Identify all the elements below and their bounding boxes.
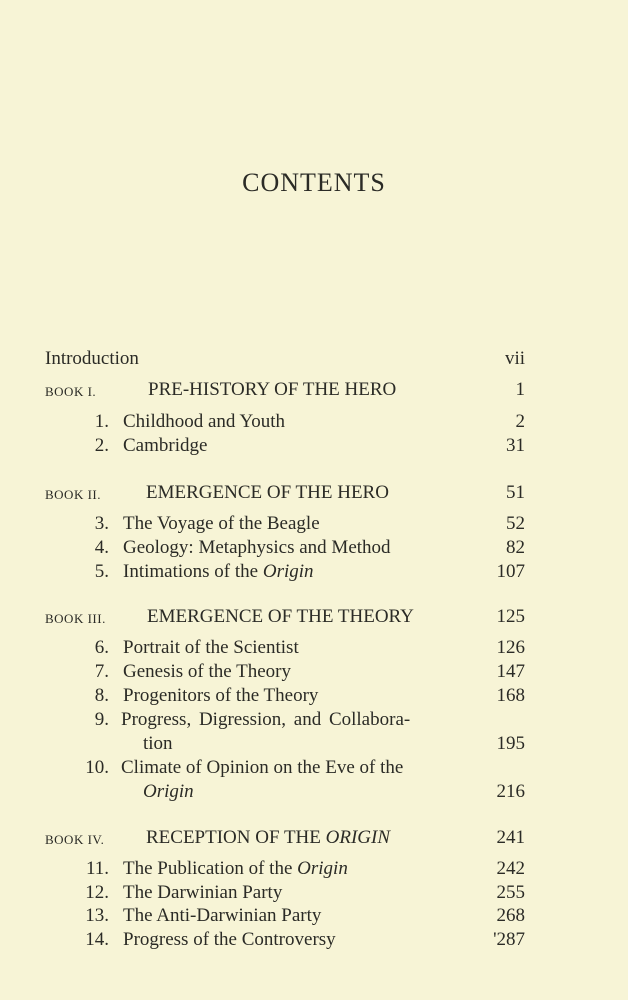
book-label: BOOK I. [45, 384, 97, 399]
chapter-number: 8. [94, 685, 109, 706]
toc-chapter [0, 904, 628, 928]
chapter-title-italic: Origin [297, 858, 348, 879]
toc-chapter [0, 512, 628, 536]
chapter-number: 5. [94, 561, 109, 582]
toc-chapter [0, 560, 628, 584]
toc-page-number: 107 [496, 561, 525, 582]
toc-page-number: 126 [496, 637, 525, 658]
chapter-title: Geology: Metaphysics and Method [123, 537, 391, 558]
toc-chapter [0, 636, 628, 660]
chapter-title-continuation: Origin [143, 781, 194, 802]
toc-page-number: vii [504, 348, 525, 369]
toc-page-number: 147 [496, 661, 525, 682]
chapter-number: 2. [94, 435, 109, 456]
chapter-title: Portrait of the Scientist [123, 637, 299, 658]
chapter-number: 6. [94, 637, 109, 658]
toc-book-heading [0, 826, 628, 850]
toc-chapter-continuation [0, 732, 628, 756]
book-label: BOOK II. [45, 487, 101, 502]
chapter-title-text: The Publication of the [123, 858, 298, 879]
chapter-title: The Anti-Darwinian Party [123, 905, 322, 926]
toc-page-number: 242 [496, 858, 525, 879]
chapter-number: 9. [94, 709, 109, 730]
book-title-italic: ORIGIN [325, 827, 391, 848]
toc-book-heading [0, 481, 628, 505]
toc-page-number: 2 [515, 411, 525, 432]
chapter-title-text: Intimations of the [123, 561, 263, 582]
toc-chapter [0, 684, 628, 708]
toc-chapter [0, 857, 628, 881]
chapter-title [123, 857, 348, 881]
toc-chapter [0, 536, 628, 560]
chapter-title-italic: Origin [262, 561, 314, 582]
toc-page-number: 125 [496, 606, 525, 627]
toc-page-number: '287 [493, 929, 525, 950]
toc-page-number: 52 [506, 513, 525, 534]
book-label: BOOK IV. [45, 832, 105, 847]
book-title [146, 826, 390, 850]
toc-page-number: 241 [496, 827, 525, 848]
chapter-title: The Voyage of the Beagle [123, 513, 320, 534]
book-title: PRE-HISTORY OF THE HERO [148, 379, 397, 400]
toc-chapter [0, 756, 628, 780]
toc-page-number: 51 [506, 482, 525, 503]
chapter-number: 11. [85, 858, 109, 879]
toc-chapter [0, 660, 628, 684]
chapter-title: Progenitors of the Theory [123, 685, 319, 706]
chapter-title [123, 560, 314, 584]
toc-page-number: 31 [506, 435, 525, 456]
toc-introduction [0, 347, 628, 371]
toc-entry-title: Introduction [45, 348, 139, 369]
chapter-title-continuation: tion [143, 733, 173, 754]
toc-page-number: 268 [496, 905, 525, 926]
chapter-title: Climate of Opinion on the Eve of the [121, 757, 404, 778]
toc-page-number: 1 [515, 379, 525, 400]
book-title-text: RECEPTION OF THE [146, 827, 326, 848]
chapter-title: Childhood and Youth [123, 411, 286, 432]
toc-chapter [0, 708, 628, 732]
toc-chapter [0, 881, 628, 905]
chapter-number: 13. [85, 905, 109, 926]
chapter-title: Cambridge [123, 435, 208, 456]
page-title: CONTENTS [242, 168, 386, 197]
chapter-title: Genesis of the Theory [123, 661, 291, 682]
toc-page-number: 168 [496, 685, 525, 706]
chapter-title: The Darwinian Party [123, 882, 283, 903]
toc-page-number: 216 [496, 781, 525, 802]
toc-book-heading [0, 378, 628, 402]
chapter-title: Progress of the Controversy [123, 929, 336, 950]
chapter-number: 12. [85, 882, 109, 903]
chapter-number: 3. [94, 513, 109, 534]
toc-chapter [0, 928, 628, 952]
chapter-title: Progress, Digression, and Collabora- [121, 709, 411, 730]
toc-chapter-continuation [0, 780, 628, 804]
chapter-number: 1. [94, 411, 109, 432]
chapter-number: 14. [85, 929, 109, 950]
chapter-number: 7. [94, 661, 109, 682]
book-label: BOOK III. [45, 611, 106, 626]
chapter-number: 10. [85, 757, 109, 778]
toc-chapter [0, 434, 628, 458]
toc-book-heading [0, 605, 628, 629]
book-title: EMERGENCE OF THE THEORY [147, 606, 414, 627]
toc-chapter [0, 410, 628, 434]
toc-page-number: 195 [496, 733, 525, 754]
toc-page-number: 82 [506, 537, 525, 558]
chapter-number: 4. [94, 537, 109, 558]
book-title: EMERGENCE OF THE HERO [146, 482, 389, 503]
toc-page-number: 255 [496, 882, 525, 903]
